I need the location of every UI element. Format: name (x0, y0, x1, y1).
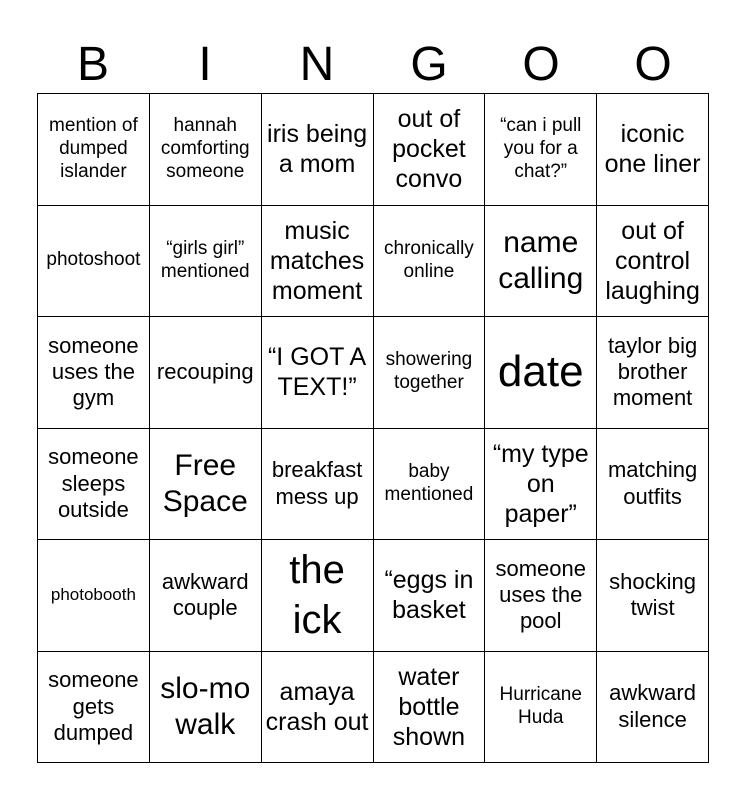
free-space-cell[interactable]: Free Space (150, 429, 262, 541)
bingo-cell[interactable]: awkward couple (150, 540, 262, 652)
bingo-cell[interactable]: someone uses the gym (38, 317, 150, 429)
bingo-cell[interactable]: photobooth (38, 540, 150, 652)
bingo-cell[interactable]: the ick (262, 540, 374, 652)
bingo-cell[interactable]: hannah comforting someone (150, 94, 262, 206)
bingo-cell[interactable]: photoshoot (38, 206, 150, 318)
bingo-cell[interactable]: “can i pull you for a chat?” (485, 94, 597, 206)
bingo-cell[interactable]: music matches moment (262, 206, 374, 318)
bingo-cell[interactable]: “my type on paper” (485, 429, 597, 541)
bingo-cell[interactable]: breakfast mess up (262, 429, 374, 541)
bingo-cell[interactable]: slo-mo walk (150, 652, 262, 764)
bingo-cell[interactable]: water bottle shown (374, 652, 486, 764)
bingo-cell[interactable]: name calling (485, 206, 597, 318)
bingo-cell[interactable]: taylor big brother moment (597, 317, 709, 429)
header-letter-o-2: O (634, 38, 672, 91)
bingo-cell[interactable]: “I GOT A TEXT!” (262, 317, 374, 429)
bingo-cell[interactable]: matching outfits (597, 429, 709, 541)
bingo-cell[interactable]: baby mentioned (374, 429, 486, 541)
bingo-cell[interactable]: recouping (150, 317, 262, 429)
bingo-cell[interactable]: date (485, 317, 597, 429)
header-letter-b: B (76, 38, 109, 91)
header-letter-g: G (410, 38, 448, 91)
bingo-cell[interactable]: shocking twist (597, 540, 709, 652)
bingo-cell[interactable]: chronically online (374, 206, 486, 318)
bingo-cell[interactable]: Hurricane Huda (485, 652, 597, 764)
bingo-cell[interactable]: out of control laughing (597, 206, 709, 318)
bingo-cell[interactable]: “girls girl” mentioned (150, 206, 262, 318)
bingo-cell[interactable]: showering together (374, 317, 486, 429)
bingo-cell[interactable]: iconic one liner (597, 94, 709, 206)
bingo-header (37, 36, 709, 94)
bingo-cell[interactable]: someone uses the pool (485, 540, 597, 652)
bingo-cell[interactable]: “eggs in basket (374, 540, 486, 652)
header-letter-n: N (299, 38, 335, 91)
bingo-cell[interactable]: out of pocket convo (374, 94, 486, 206)
header-letter-o: O (522, 38, 560, 91)
header-letter-i: I (198, 38, 212, 91)
bingo-cell[interactable]: iris being a mom (262, 94, 374, 206)
bingo-cell[interactable]: amaya crash out (262, 652, 374, 764)
bingo-cell[interactable]: someone sleeps outside (38, 429, 150, 541)
bingo-cell[interactable]: mention of dumped islander (38, 94, 150, 206)
bingo-grid (37, 93, 709, 763)
bingo-cell[interactable]: awkward silence (597, 652, 709, 764)
bingo-cell[interactable]: someone gets dumped (38, 652, 150, 764)
